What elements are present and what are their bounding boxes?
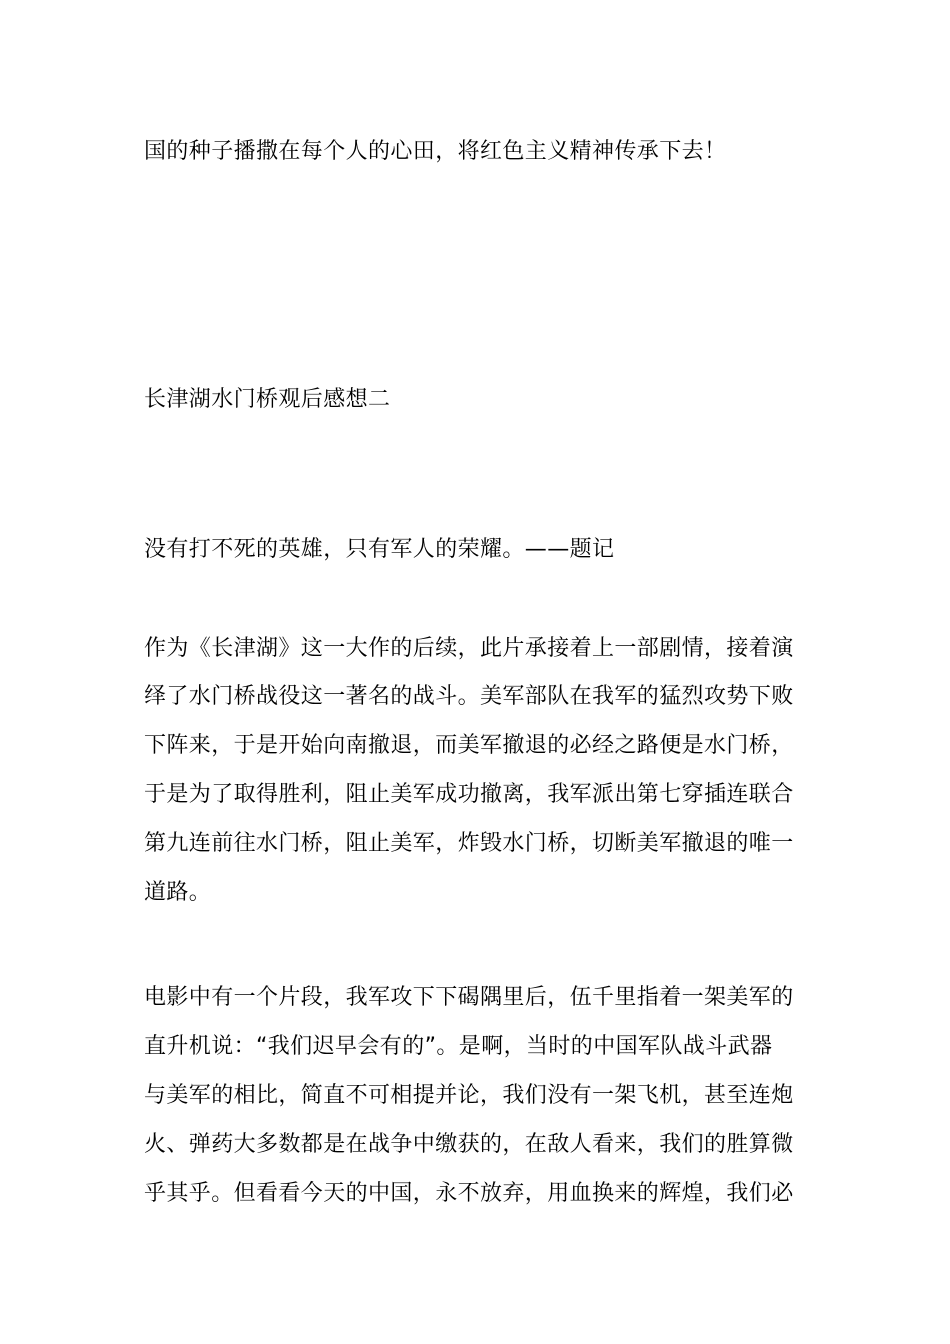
intro-line: 国的种子播撒在每个人的心田，将红色主义精神传承下去！ <box>144 139 727 164</box>
paragraph-line: 与美军的相比，简直不可相提并论，我们没有一架飞机，甚至连炮 <box>144 1083 794 1108</box>
epigraph: 没有打不死的英雄，只有军人的荣耀。——题记 <box>144 537 615 562</box>
paragraph-line: 电影中有一个片段，我军攻下下碣隅里后，伍千里指着一架美军的 <box>144 985 794 1010</box>
paragraph-line: 作为《长津湖》这一大作的后续，此片承接着上一部剧情，接着演 <box>144 636 794 661</box>
paragraph-line: 火、弹药大多数都是在战争中缴获的，在敌人看来，我们的胜算微 <box>144 1132 794 1157</box>
section-title: 长津湖水门桥观后感想二 <box>144 387 391 412</box>
paragraph-line: 道路。 <box>144 880 212 905</box>
paragraph-line: 第九连前往水门桥，阻止美军，炸毁水门桥，切断美军撤退的唯一 <box>144 831 794 856</box>
paragraph-line: 绎了水门桥战役这一著名的战斗。美军部队在我军的猛烈攻势下败 <box>144 684 794 709</box>
paragraph-line: 直升机说：“我们迟早会有的”。是啊，当时的中国军队战斗武器 <box>144 1034 773 1059</box>
paragraph-line: 下阵来，于是开始向南撤退，而美军撤退的必经之路便是水门桥， <box>144 733 794 758</box>
paragraph-line: 乎其乎。但看看今天的中国，永不放弃，用血换来的辉煌，我们必 <box>144 1181 794 1206</box>
paragraph-line: 于是为了取得胜利，阻止美军成功撤离，我军派出第七穿插连联合 <box>144 782 794 807</box>
